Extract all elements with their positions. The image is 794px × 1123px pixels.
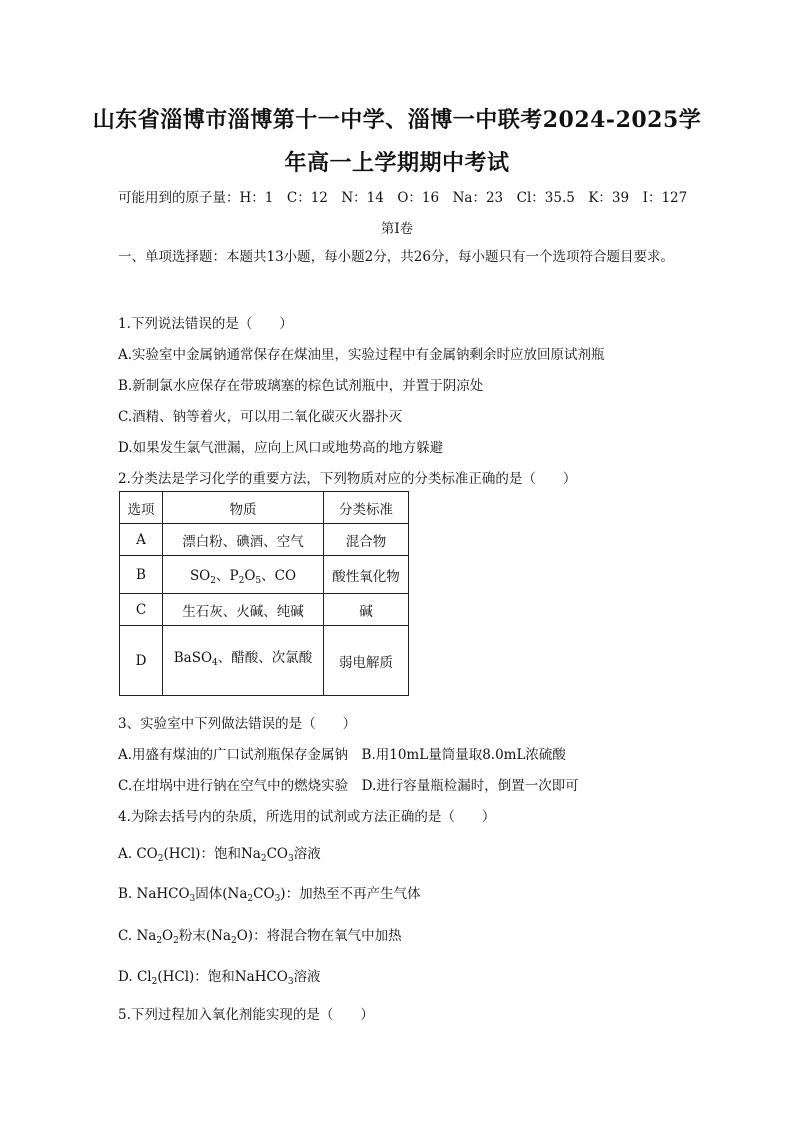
q1-stem: 1.下列说法错误的是（ ）	[118, 316, 293, 332]
q3-stem: 3、实验室中下列做法错误的是（ ）	[118, 716, 357, 732]
exam-title-line2: 年高一上学期期中考试	[284, 150, 510, 176]
table-cell-category: 弱电解质	[324, 626, 409, 696]
table-row	[120, 556, 409, 594]
q1-option-d: D.如果发生氯气泄漏，应向上风口或地势高的地方躲避	[118, 440, 444, 456]
table-header: 物质	[163, 492, 324, 524]
table-cell-substance: $SO_2$、$P_2O_5$、CO	[163, 556, 324, 594]
table-cell-category: 混合物	[324, 524, 409, 556]
q4-option-a: A. $CO_2(HCl)$：饱和$Na_2CO_3$溶液	[118, 846, 321, 864]
table-row	[120, 524, 409, 556]
table-cell-substance: 漂白粉、碘酒、空气	[163, 524, 324, 556]
table-row	[120, 594, 409, 626]
exam-title-line1: 山东省淄博市淄博第十一中学、淄博一中联考2024-2025学	[92, 107, 702, 133]
table-cell-substance: BaSO$_4$、醋酸、次氯酸	[163, 626, 324, 696]
q4-option-b: B. NaHCO$_3$固体$(Na_2CO_3)$：加热至不再产生气体	[118, 886, 421, 904]
q4-stem: 4.为除去括号内的杂质，所选用的试剂或方法正确的是（ ）	[118, 809, 496, 825]
table-cell-substance: 生石灰、火碱、纯碱	[163, 594, 324, 626]
atomic-masses: 可能用到的原子量：H：1 C：12 N：14 O：16 Na：23 Cl：35.5 K：39 I：127	[118, 190, 688, 206]
table-header: 选项	[120, 492, 163, 524]
q4-option-c: C. $Na_2O_2$粉末$(Na_2O)$：将混合物在氧气中加热	[118, 928, 402, 946]
table-cell-category: 碱	[324, 594, 409, 626]
q2-stem: 2.分类法是学习化学的重要方法，下列物质对应的分类标准正确的是（ ）	[118, 471, 577, 487]
q5-stem: 5.下列过程加入氧化剂能实现的是（ ）	[118, 1007, 374, 1023]
q3-options-ab: A.用盛有煤油的广口试剂瓶保存金属钠 B.用10mL量筒量取8.0mL浓硫酸	[118, 747, 566, 763]
table-cell-option: D	[120, 626, 163, 696]
q4-option-d: D. $Cl_2(HCl)$：饱和NaHCO$_3$溶液	[118, 969, 321, 987]
table-cell-category: 酸性氧化物	[324, 556, 409, 594]
q1-option-a: A.实验室中金属钠通常保存在煤油里，实验过程中有金属钠剩余时应放回原试剂瓶	[118, 347, 605, 363]
table-cell-option: A	[120, 524, 163, 556]
q1-option-b: B.新制氯水应保存在带玻璃塞的棕色试剂瓶中，并置于阴凉处	[118, 378, 484, 394]
instructions: 一、单项选择题：本题共13小题，每小题2分，共26分，每小题只有一个选项符合题目要求。	[118, 249, 674, 265]
table-row	[120, 626, 409, 696]
section-title: 第Ⅰ卷	[380, 221, 414, 237]
table-cell-option: B	[120, 556, 163, 594]
table-cell-option: C	[120, 594, 163, 626]
q3-options-cd: C.在坩埚中进行钠在空气中的燃烧实验 D.进行容量瓶检漏时，倒置一次即可	[118, 778, 579, 794]
table-header-row	[120, 492, 409, 524]
table-header: 分类标准	[324, 492, 409, 524]
q2-table	[119, 491, 409, 696]
q1-option-c: C.酒精、钠等着火，可以用二氧化碳灭火器扑灭	[118, 409, 403, 425]
